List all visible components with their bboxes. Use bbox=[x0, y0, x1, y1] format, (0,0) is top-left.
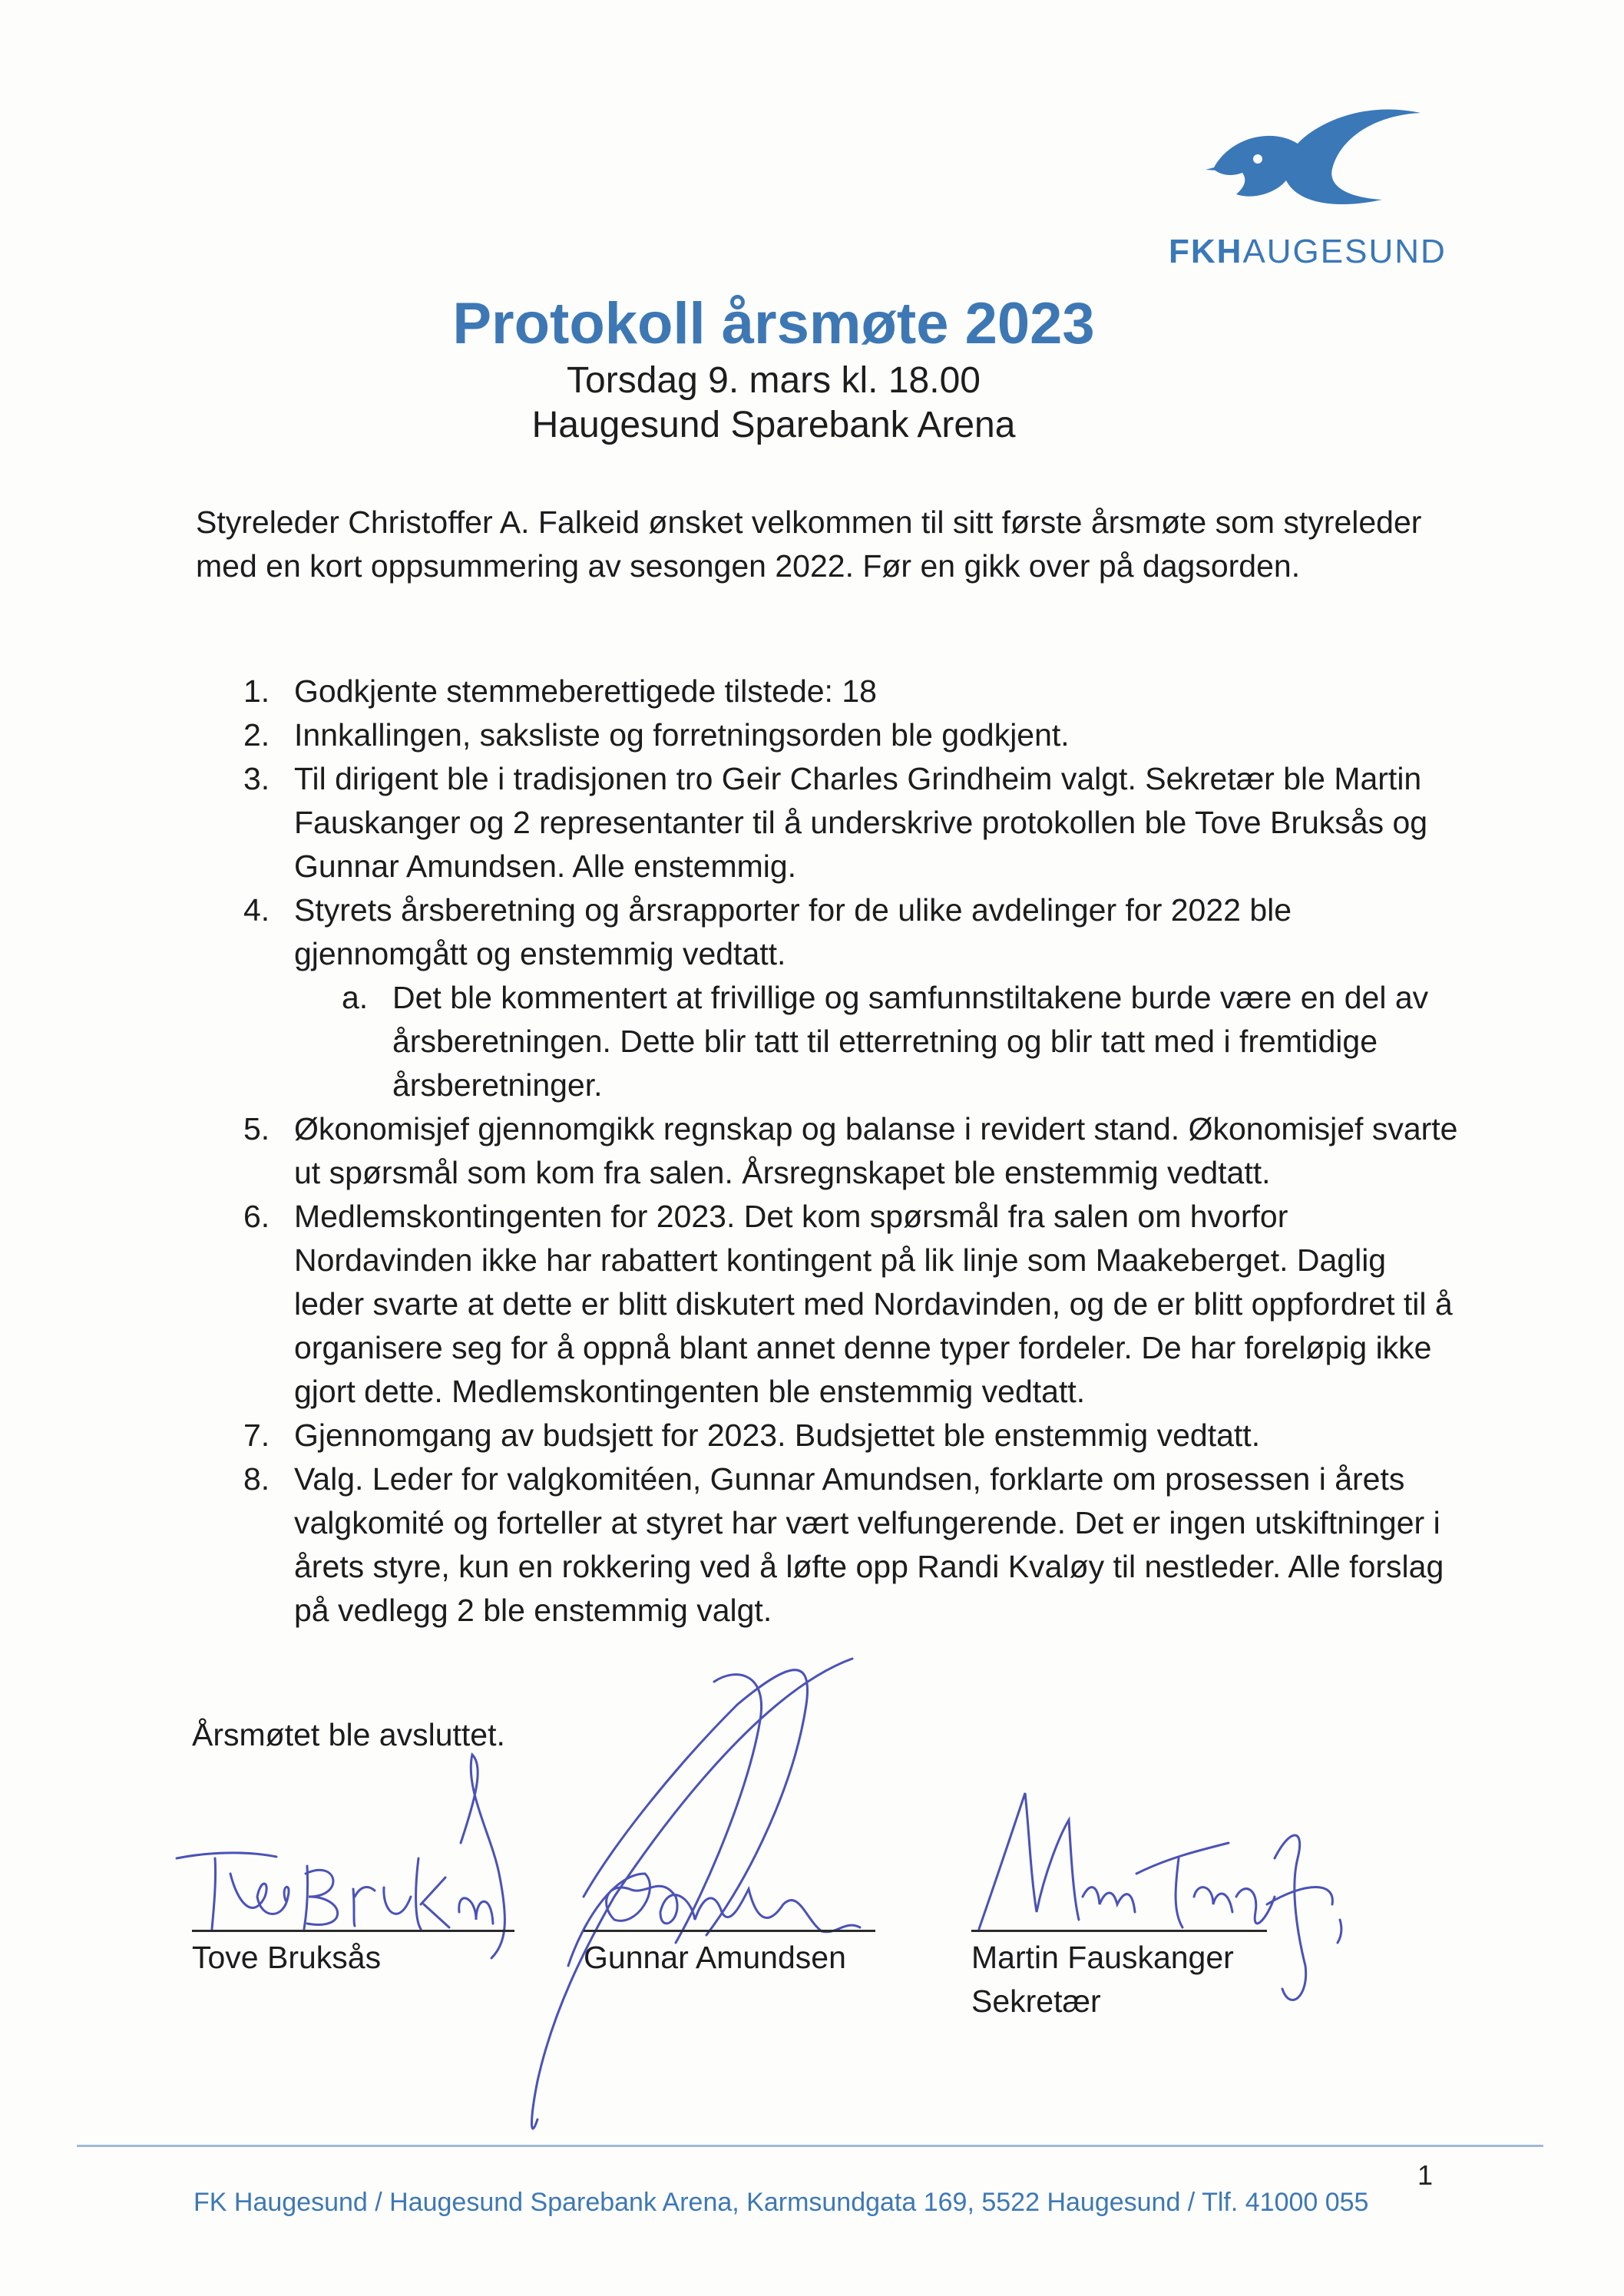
page-title: Protokoll årsmøte 2023 bbox=[452, 291, 1095, 356]
signatory-name: Martin Fauskanger bbox=[971, 1940, 1234, 1975]
signatory-role: Sekretær bbox=[971, 1983, 1101, 2019]
agenda-item: 3. Til dirigent ble i tradisjonen tro Geir Charles Grindheim valgt. Sekretær ble Martin Fauskanger og 2 representanter til å underskrive protokollen ble Tove Bruksås og Gunnar Amundsen. Alle enstemmig. bbox=[243, 761, 1428, 884]
footer-divider bbox=[77, 2145, 1543, 2147]
signatory-name: Tove Bruksås bbox=[192, 1940, 382, 1975]
signature-line bbox=[971, 1930, 1267, 1932]
agenda-subitem: a. Det ble kommentert at frivillige og samfunnstiltakene burde være en del av årsberetningen. Dette blir tatt til etterretning og blir tatt med i fremtidige årsberetninger. bbox=[342, 980, 1429, 1103]
closing-statement: Årsmøtet ble avsluttet. bbox=[192, 1717, 505, 1752]
signatory-name: Gunnar Amundsen bbox=[584, 1940, 846, 1975]
meeting-venue: Haugesund Sparebank Arena bbox=[531, 405, 1016, 445]
signature-line bbox=[192, 1930, 514, 1932]
page-number: 1 bbox=[1417, 2159, 1434, 2191]
footer-address: FK Haugesund / Haugesund Sparebank Arena, Karmsundgata 169, 5522 Haugesund / Tlf. 41000 055 bbox=[193, 2188, 1369, 2217]
logo-wordmark: FKHAUGESUND bbox=[1169, 233, 1447, 270]
agenda-item: 5. Økonomisjef gjennomgikk regnskap og balanse i revidert stand. Økonomisjef svarte ut spørsmål som kom fra salen. Årsregnskapet ble enstemmig vedtatt. bbox=[243, 1111, 1458, 1190]
signature-line bbox=[584, 1930, 875, 1932]
agenda-item: 7. Gjennomgang av budsjett for 2023. Budsjettet ble enstemmig vedtatt. bbox=[243, 1418, 1261, 1453]
agenda-item: 2. Innkallingen, saksliste og forretningsorden ble godkjent. bbox=[243, 717, 1070, 753]
agenda-item: 6. Medlemskontingenten for 2023. Det kom spørsmål fra salen om hvorfor Nordavinden ikke har rabattert kontingent på lik linje som Maakeberget. Daglig leder svarte at dette er blitt diskutert med Nordavinden, og de er blitt oppfordret til å organisere seg for å oppnå blant annet denne typer fordeler. De har foreløpig ikke gjort dette. Medlemskontingenten ble enstemmig vedtatt. bbox=[243, 1199, 1453, 1409]
meeting-date: Torsdag 9. mars kl. 18.00 bbox=[567, 360, 981, 401]
agenda-item: 8. Valg. Leder for valgkomitéen, Gunnar Amundsen, forklarte om prosessen i årets valgkomité og forteller at styret har vært velfungerende. Det er ingen utskiftninger i årets styre, kun en rokkering ved å løfte opp Randi Kvaløy til nestleder. Alle forslag på vedlegg 2 ble enstemmig valgt. bbox=[243, 1461, 1444, 1628]
intro-paragraph: Styreleder Christoffer A. Falkeid ønsket velkommen til sitt første årsmøte som styreleder med en kort oppsummering av sesongen 2022. Før en gikk over på dagsorden. bbox=[196, 505, 1422, 584]
agenda-item: 1. Godkjente stemmeberettigede tilstede: 18 bbox=[243, 673, 877, 709]
agenda-item: 4. Styrets årsberetning og årsrapporter for de ulike avdelinger for 2022 ble gjennomgått og enstemmig vedtatt. a. Det ble kommentert at frivillige og samfunnstiltakene burde være en del av årsberetningen. Dette blir tatt til etterretning og blir tatt med i fremtidige årsberetninger. bbox=[196, 888, 1463, 1107]
